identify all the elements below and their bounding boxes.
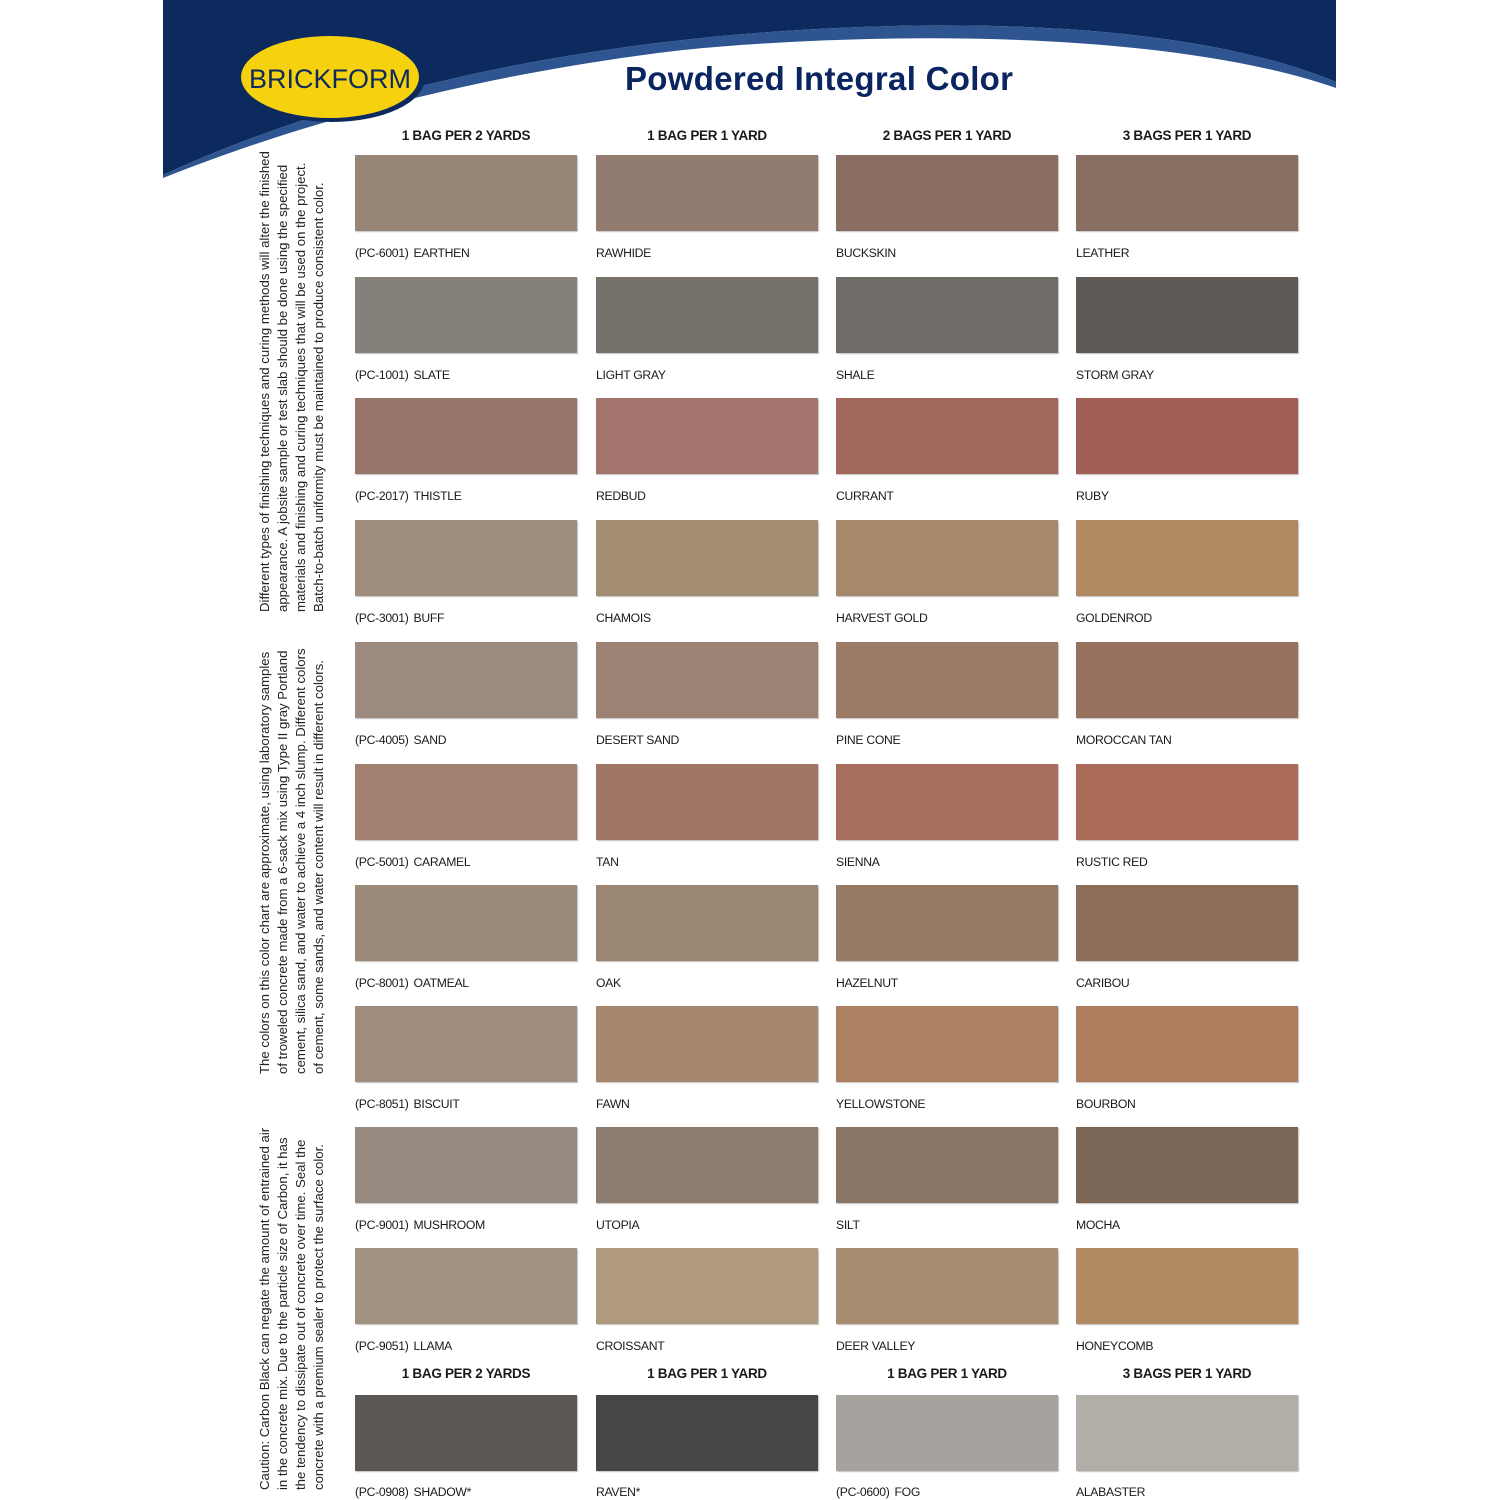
- swatch-label: [355, 976, 469, 990]
- swatch-label: [1076, 611, 1152, 625]
- swatch-label: [1076, 855, 1147, 869]
- color-name: OATMEAL: [413, 976, 469, 990]
- color-name: OAK: [596, 976, 621, 990]
- color-name: YELLOWSTONE: [836, 1097, 926, 1111]
- column-header-bottom: 3 BAGS PER 1 YARD: [1122, 1366, 1252, 1381]
- color-name: SIENNA: [836, 855, 880, 869]
- product-code: (PC-5001): [355, 855, 409, 869]
- color-swatch: [596, 1248, 818, 1324]
- swatch-label: [1076, 733, 1171, 747]
- color-name: CARIBOU: [1076, 976, 1130, 990]
- swatch-label: [596, 1339, 664, 1353]
- product-code: (PC-2017): [355, 489, 409, 503]
- color-swatch: [836, 1248, 1058, 1324]
- color-swatch: [596, 520, 818, 596]
- product-code: (PC-4005): [355, 733, 409, 747]
- color-swatch: [596, 155, 818, 231]
- product-code: (PC-0908): [355, 1485, 409, 1499]
- page-title: Powdered Integral Color: [625, 60, 1014, 97]
- color-name: CROISSANT: [596, 1339, 665, 1353]
- column-header-top: 1 BAG PER 1 YARD: [647, 128, 767, 143]
- color-swatch: [836, 155, 1058, 231]
- color-swatch: [836, 885, 1058, 961]
- color-swatch: [596, 1395, 818, 1471]
- color-name: RAVEN*: [596, 1485, 641, 1499]
- color-swatch: [1076, 1006, 1298, 1082]
- swatch-label: [596, 1485, 640, 1499]
- swatch-label: [1076, 246, 1129, 260]
- color-name: HONEYCOMB: [1076, 1339, 1154, 1353]
- color-name: LEATHER: [1076, 246, 1130, 260]
- swatch-label: [596, 976, 621, 990]
- color-name: PINE CONE: [836, 733, 901, 747]
- color-name: UTOPIA: [596, 1218, 640, 1232]
- swatch-label: [836, 855, 880, 869]
- swatch-label: [596, 1218, 639, 1232]
- color-swatch: [1076, 1248, 1298, 1324]
- swatch-label: [1076, 1097, 1136, 1111]
- swatch-label: [355, 1339, 452, 1353]
- color-name: MOCHA: [1076, 1218, 1120, 1232]
- color-swatch: [836, 1006, 1058, 1082]
- color-swatch: [596, 764, 818, 840]
- color-name: THISTLE: [413, 489, 462, 503]
- color-swatch: [1076, 1127, 1298, 1203]
- color-swatch: [596, 642, 818, 718]
- swatch-label: [596, 733, 679, 747]
- swatch-label: [836, 1218, 860, 1232]
- swatch-label: [836, 1485, 920, 1499]
- color-name: MOROCCAN TAN: [1076, 733, 1172, 747]
- column-header-top: 1 BAG PER 2 YARDS: [401, 128, 531, 143]
- color-name: TAN: [596, 855, 619, 869]
- color-name: RAWHIDE: [596, 246, 651, 260]
- color-swatch: [355, 398, 577, 474]
- swatch-label: [355, 489, 462, 503]
- color-swatch: [355, 1127, 577, 1203]
- color-name: CURRANT: [836, 489, 894, 503]
- swatch-label: [355, 611, 444, 625]
- color-name: MUSHROOM: [413, 1218, 485, 1232]
- color-swatch: [355, 155, 577, 231]
- column-header-bottom: 1 BAG PER 1 YARD: [887, 1366, 1007, 1381]
- swatch-label: [355, 1485, 471, 1499]
- color-name: CARAMEL: [413, 855, 471, 869]
- color-swatch: [355, 277, 577, 353]
- swatch-label: [596, 368, 666, 382]
- color-name: REDBUD: [596, 489, 646, 503]
- swatch-label: [836, 976, 898, 990]
- color-swatch: [355, 764, 577, 840]
- color-name: FAWN: [596, 1097, 630, 1111]
- color-name: STORM GRAY: [1076, 368, 1154, 382]
- color-name: RUBY: [1076, 489, 1109, 503]
- color-name: DEER VALLEY: [836, 1339, 916, 1353]
- swatch-label: [355, 1218, 485, 1232]
- logo-text: BRICKFORM: [249, 64, 411, 94]
- side-note-finishing: Different types of finishing techniques and curing methods will alter the finished appearance. A jobsite sample or test slab should be done using the specified materials and finishing and curing techniques that will be used on the project. Batch-to-batch uniformity must be maintained to produce consistent color.: [257, 151, 326, 612]
- color-swatch: [836, 277, 1058, 353]
- color-name: SAND: [413, 733, 447, 747]
- swatch-label: [1076, 368, 1154, 382]
- color-swatch: [596, 1127, 818, 1203]
- color-name: BUFF: [413, 611, 445, 625]
- color-swatch: [1076, 1395, 1298, 1471]
- color-name: SHADOW*: [413, 1485, 472, 1499]
- color-name: DESERT SAND: [596, 733, 679, 747]
- side-note-caution: Caution: Carbon Black can negate the amount of entrained air in the concrete mix. Due to the particle size of Carbon, it has the tendency to dissipate out of concrete over time. Seal the concrete with a premium sealer to protect the surface color.: [257, 1127, 326, 1490]
- color-name: BISCUIT: [413, 1097, 460, 1111]
- color-name: LIGHT GRAY: [596, 368, 666, 382]
- color-swatch: [355, 1248, 577, 1324]
- color-name: BUCKSKIN: [836, 246, 896, 260]
- swatch-label: [355, 246, 469, 260]
- column-header-top: 2 BAGS PER 1 YARD: [882, 128, 1012, 143]
- color-name: SILT: [836, 1218, 860, 1232]
- color-swatch: [1076, 155, 1298, 231]
- color-swatch: [836, 1395, 1058, 1471]
- color-swatch: [836, 764, 1058, 840]
- swatch-label: [1076, 1485, 1145, 1499]
- color-swatch: [836, 642, 1058, 718]
- swatch-label: [836, 246, 896, 260]
- color-swatch: [596, 277, 818, 353]
- swatch-label: [596, 489, 646, 503]
- color-name: SHALE: [836, 368, 875, 382]
- swatch-label: [355, 368, 450, 382]
- swatch-label: [836, 368, 874, 382]
- swatch-label: [355, 1097, 460, 1111]
- product-code: (PC-9051): [355, 1339, 409, 1353]
- color-name: GOLDENROD: [1076, 611, 1152, 625]
- swatch-label: [836, 611, 927, 625]
- swatch-label: [596, 611, 651, 625]
- swatch-label: [1076, 489, 1109, 503]
- side-note-approximate: The colors on this color chart are approximate, using laboratory samples of troweled concrete made from a 6-sack mix using Type II gray Portland cement, silica sand, and water to achieve a 4 inch slump. Different colors of cement, some sands, and water content will result in different colors.: [257, 648, 326, 1074]
- product-code: (PC-6001): [355, 246, 409, 260]
- color-swatch: [836, 398, 1058, 474]
- swatch-label: [1076, 976, 1129, 990]
- color-swatch: [1076, 398, 1298, 474]
- color-name: RUSTIC RED: [1076, 855, 1148, 869]
- color-swatch: [1076, 642, 1298, 718]
- color-swatch: [355, 885, 577, 961]
- swatch-label: [1076, 1339, 1153, 1353]
- brickform-logo: [237, 32, 427, 124]
- color-swatch: [596, 398, 818, 474]
- color-swatch: [836, 520, 1058, 596]
- color-swatch: [1076, 764, 1298, 840]
- color-name: ALABASTER: [1076, 1485, 1146, 1499]
- color-name: LLAMA: [413, 1339, 452, 1353]
- color-name: BOURBON: [1076, 1097, 1136, 1111]
- color-swatch: [355, 642, 577, 718]
- color-name: HARVEST GOLD: [836, 611, 928, 625]
- color-swatch: [836, 1127, 1058, 1203]
- swatch-label: [836, 1097, 925, 1111]
- color-name: CHAMOIS: [596, 611, 651, 625]
- color-swatch: [1076, 885, 1298, 961]
- swatch-label: [355, 733, 446, 747]
- swatch-label: [355, 855, 470, 869]
- product-code: (PC-1001): [355, 368, 409, 382]
- color-swatch: [596, 1006, 818, 1082]
- column-header-bottom: 1 BAG PER 2 YARDS: [401, 1366, 531, 1381]
- swatch-label: [836, 1339, 915, 1353]
- column-header-bottom: 1 BAG PER 1 YARD: [647, 1366, 767, 1381]
- product-code: (PC-3001): [355, 611, 409, 625]
- color-name: FOG: [894, 1485, 921, 1499]
- product-code: (PC-0600): [836, 1485, 890, 1499]
- swatch-label: [836, 733, 900, 747]
- swatch-label: [596, 855, 619, 869]
- color-swatch: [355, 520, 577, 596]
- product-code: (PC-9001): [355, 1218, 409, 1232]
- color-swatch: [355, 1006, 577, 1082]
- color-name: HAZELNUT: [836, 976, 898, 990]
- color-swatch: [596, 885, 818, 961]
- color-swatch: [1076, 520, 1298, 596]
- color-swatch: [355, 1395, 577, 1471]
- color-swatch: [1076, 277, 1298, 353]
- color-chart-page: [163, 0, 1336, 1500]
- column-header-top: 3 BAGS PER 1 YARD: [1122, 128, 1252, 143]
- swatch-label: [596, 246, 651, 260]
- color-name: EARTHEN: [413, 246, 470, 260]
- swatch-label: [596, 1097, 630, 1111]
- color-name: SLATE: [413, 368, 450, 382]
- swatch-label: [1076, 1218, 1120, 1232]
- swatch-label: [836, 489, 893, 503]
- product-code: (PC-8051): [355, 1097, 409, 1111]
- product-code: (PC-8001): [355, 976, 409, 990]
